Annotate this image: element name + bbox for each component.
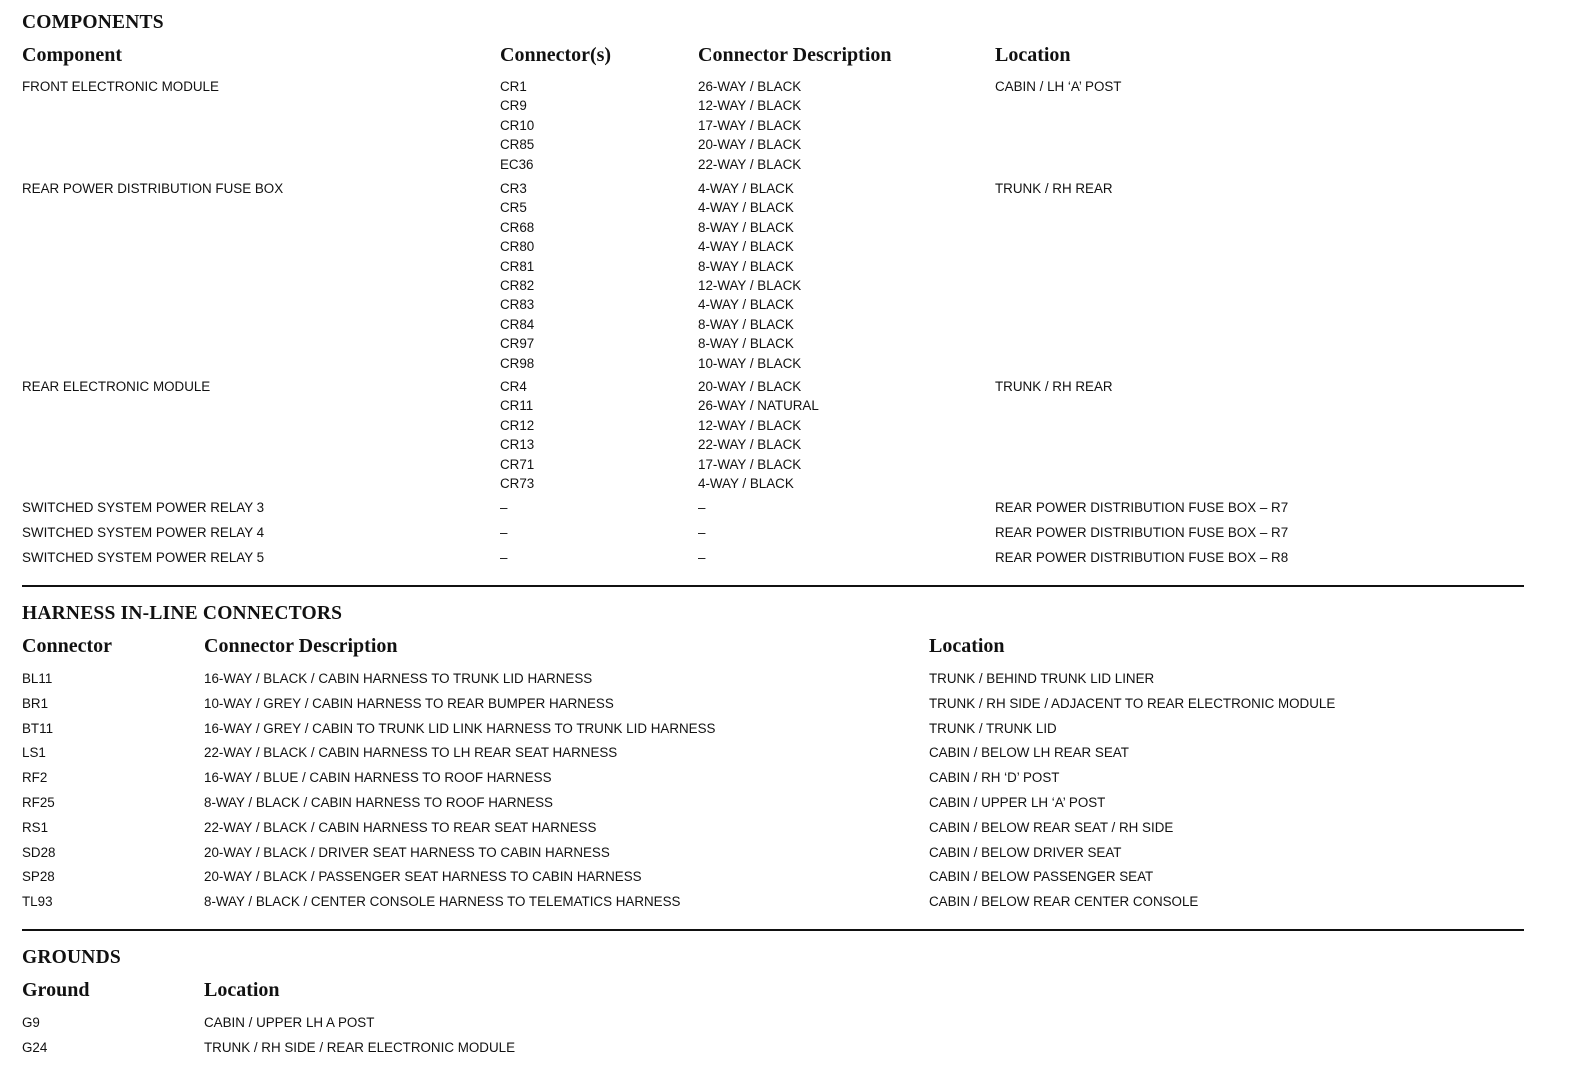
connector-description: 4-WAY / BLACK [698,297,794,312]
harness-connector: TL93 [22,894,53,909]
connector-description: 26-WAY / BLACK [698,79,802,94]
harness-location: CABIN / BELOW REAR SEAT / RH SIDE [929,820,1174,835]
connector-description: 20-WAY / BLACK [698,137,802,152]
connector-id: EC36 [500,157,534,172]
connector-description: 8-WAY / BLACK [698,259,794,274]
connector-description: 12-WAY / BLACK [698,418,802,433]
harness-connector: SD28 [22,845,56,860]
connector-id: CR81 [500,259,535,274]
component-name: SWITCHED SYSTEM POWER RELAY 3 [22,500,265,515]
harness-description: 20-WAY / BLACK / DRIVER SEAT HARNESS TO CABIN HARNESS [204,845,610,860]
component-location: CABIN / LH ‘A’ POST [995,79,1122,94]
ground-location: CABIN / UPPER LH A POST [204,1015,375,1030]
connector-id: CR5 [500,200,527,215]
harness-connector: BT11 [22,721,54,736]
connector-id: CR97 [500,336,535,351]
harness-location: TRUNK / RH SIDE / ADJACENT TO REAR ELECTRONIC MODULE [929,696,1336,711]
component-location: TRUNK / RH REAR [995,181,1113,196]
component-location: TRUNK / RH REAR [995,379,1113,394]
connector-description: 12-WAY / BLACK [698,98,802,113]
grounds-section-title: GROUNDS [22,947,121,968]
harness-connector: RF25 [22,795,55,810]
connector-description: 8-WAY / BLACK [698,220,794,235]
harness-description: 16-WAY / BLACK / CABIN HARNESS TO TRUNK LID HARNESS [204,671,593,686]
connector-id: CR10 [500,118,535,133]
connector-id: CR71 [500,457,535,472]
harness-description: 10-WAY / GREY / CABIN HARNESS TO REAR BUMPER HARNESS [204,696,614,711]
connector-description: 22-WAY / BLACK [698,437,802,452]
components-section-title: COMPONENTS [22,12,164,33]
connector-description: 4-WAY / BLACK [698,239,794,254]
harness-description: 16-WAY / BLUE / CABIN HARNESS TO ROOF HARNESS [204,770,552,785]
connector-id: – [500,525,508,540]
harness-section-title: HARNESS IN-LINE CONNECTORS [22,603,343,624]
ground-id: G9 [22,1015,40,1030]
connector-description: – [698,500,706,515]
harness-location: CABIN / BELOW REAR CENTER CONSOLE [929,894,1199,909]
connector-description: 26-WAY / NATURAL [698,398,819,413]
harness-description: 16-WAY / GREY / CABIN TO TRUNK LID LINK HARNESS TO TRUNK LID HARNESS [204,721,716,736]
component-name: SWITCHED SYSTEM POWER RELAY 5 [22,550,265,565]
connector-id: – [500,500,508,515]
harness-description: 8-WAY / BLACK / CENTER CONSOLE HARNESS TO TELEMATICS HARNESS [204,894,681,909]
connector-description: 8-WAY / BLACK [698,317,794,332]
harness-location: TRUNK / TRUNK LID [929,721,1057,736]
harness-description: 22-WAY / BLACK / CABIN HARNESS TO LH REAR SEAT HARNESS [204,745,618,760]
grounds-header-location: Location [204,979,280,1001]
ground-id: G24 [22,1040,48,1055]
harness-connector: BR1 [22,696,49,711]
connector-id: CR4 [500,379,527,394]
component-name: FRONT ELECTRONIC MODULE [22,79,219,94]
connector-description: 10-WAY / BLACK [698,356,802,371]
section-divider [22,585,1524,587]
connector-description: – [698,525,706,540]
connector-id: CR83 [500,297,535,312]
connector-id: CR80 [500,239,535,254]
components-header-description: Connector Description [698,44,892,66]
connector-id: CR85 [500,137,535,152]
grounds-header-ground: Ground [22,979,90,1001]
harness-description: 22-WAY / BLACK / CABIN HARNESS TO REAR SEAT HARNESS [204,820,597,835]
connector-description: 17-WAY / BLACK [698,118,802,133]
connector-description: 20-WAY / BLACK [698,379,802,394]
harness-location: CABIN / UPPER LH ‘A’ POST [929,795,1106,810]
component-location: REAR POWER DISTRIBUTION FUSE BOX – R7 [995,525,1289,540]
components-header-connectors: Connector(s) [500,44,612,66]
connector-id: CR82 [500,278,535,293]
harness-location: CABIN / BELOW DRIVER SEAT [929,845,1122,860]
connector-description: 4-WAY / BLACK [698,181,794,196]
component-name: REAR POWER DISTRIBUTION FUSE BOX [22,181,284,196]
harness-header-connector: Connector [22,635,112,657]
connector-id: CR68 [500,220,535,235]
component-location: REAR POWER DISTRIBUTION FUSE BOX – R7 [995,500,1289,515]
harness-connector: LS1 [22,745,46,760]
harness-connector: BL11 [22,671,53,686]
connector-description: 4-WAY / BLACK [698,200,794,215]
ground-location: TRUNK / RH SIDE / REAR ELECTRONIC MODULE [204,1040,515,1055]
connector-id: CR13 [500,437,535,452]
harness-location: CABIN / BELOW LH REAR SEAT [929,745,1129,760]
connector-id: – [500,550,508,565]
connector-id: CR9 [500,98,527,113]
connector-description: 22-WAY / BLACK [698,157,802,172]
connector-id: CR73 [500,476,535,491]
harness-description: 8-WAY / BLACK / CABIN HARNESS TO ROOF HARNESS [204,795,553,810]
connector-description: 17-WAY / BLACK [698,457,802,472]
components-header-component: Component [22,44,123,66]
connector-id: CR11 [500,398,534,413]
connector-description: 12-WAY / BLACK [698,278,802,293]
connector-id: CR1 [500,79,527,94]
component-name: SWITCHED SYSTEM POWER RELAY 4 [22,525,265,540]
harness-header-description: Connector Description [204,635,398,657]
connector-description: 8-WAY / BLACK [698,336,794,351]
components-header-location: Location [995,44,1071,66]
component-name: REAR ELECTRONIC MODULE [22,379,211,394]
section-divider [22,929,1524,931]
harness-connector: RS1 [22,820,49,835]
connector-id: CR84 [500,317,535,332]
connector-id: CR12 [500,418,535,433]
connector-id: CR98 [500,356,535,371]
connector-description: 4-WAY / BLACK [698,476,794,491]
harness-description: 20-WAY / BLACK / PASSENGER SEAT HARNESS TO CABIN HARNESS [204,869,642,884]
harness-location: CABIN / BELOW PASSENGER SEAT [929,869,1154,884]
harness-connector: RF2 [22,770,48,785]
connector-id: CR3 [500,181,527,196]
component-location: REAR POWER DISTRIBUTION FUSE BOX – R8 [995,550,1289,565]
harness-location: CABIN / RH ‘D’ POST [929,770,1060,785]
harness-location: TRUNK / BEHIND TRUNK LID LINER [929,671,1155,686]
connector-description: – [698,550,706,565]
harness-connector: SP28 [22,869,55,884]
harness-header-location: Location [929,635,1005,657]
